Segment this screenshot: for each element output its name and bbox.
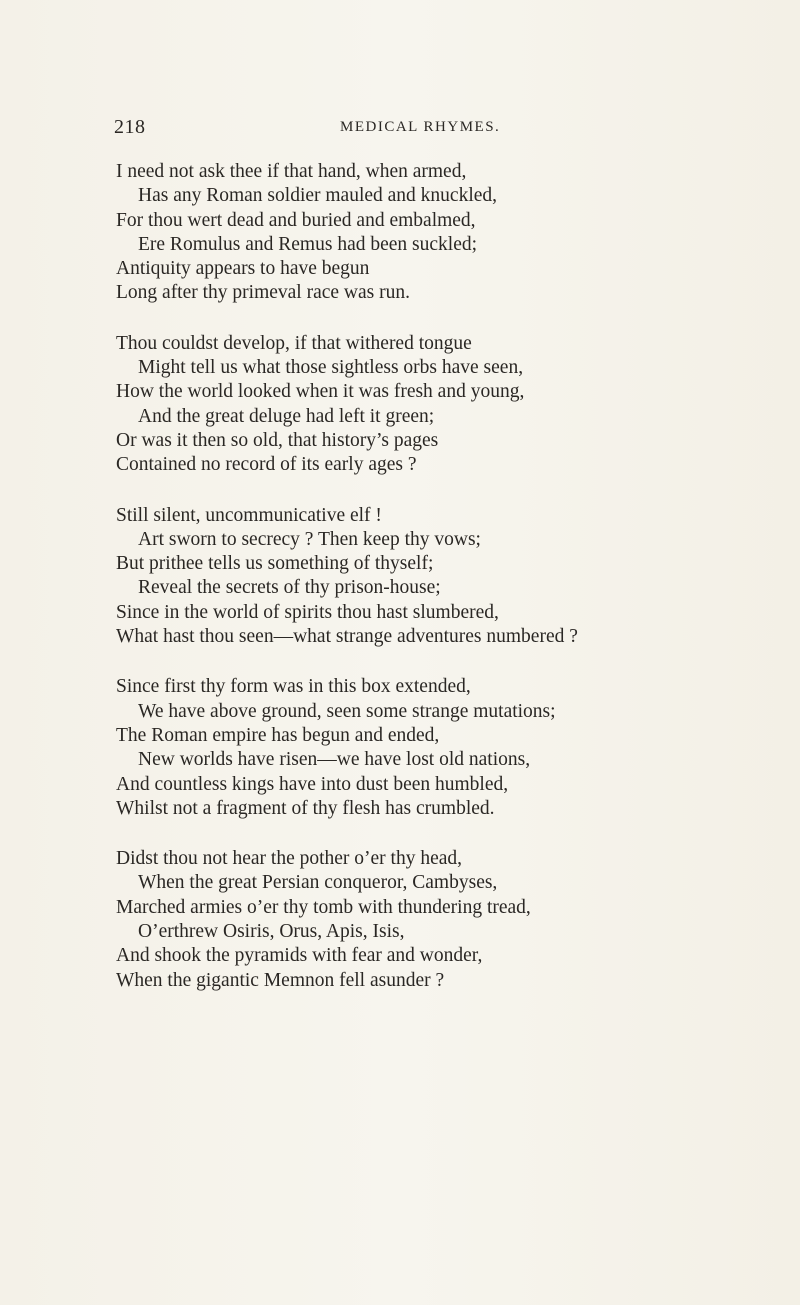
poem	[116, 160, 796, 1019]
poem-line: Might tell us what those sightless orbs have seen,	[138, 357, 524, 379]
poem-line: Has any Roman soldier mauled and knuckled,	[138, 185, 498, 207]
poem-line: Still silent, uncommunicative elf !	[116, 504, 382, 526]
poem-line: Whilst not a fragment of thy flesh has crumbled.	[116, 797, 495, 819]
page-number: 218	[114, 116, 146, 138]
poem-line: Or was it then so old, that history’s pages	[116, 429, 439, 451]
poem-line: Since in the world of spirits thou hast slumbered,	[116, 601, 499, 623]
poem-line: I need not ask thee if that hand, when armed,	[116, 161, 467, 182]
poem-line: O’erthrew Osiris, Orus, Apis, Isis,	[138, 921, 405, 943]
poem-line: New worlds have risen—we have lost old nations,	[138, 749, 531, 771]
poem-line: Antiquity appears to have begun	[116, 258, 370, 280]
poem-line: How the world looked when it was fresh and young,	[116, 381, 525, 403]
running-title: MEDICAL RHYMES.	[340, 119, 501, 135]
poem-line: Didst thou not hear the pother o’er thy head,	[116, 848, 463, 870]
poem-line: The Roman empire has begun and ended,	[116, 724, 440, 746]
poem-line: Since first thy form was in this box extended,	[116, 676, 471, 698]
poem-line: Thou couldst develop, if that withered tongue	[116, 332, 472, 354]
stanza-4	[116, 675, 796, 821]
poem-line: But prithee tells us something of thyself;	[116, 553, 434, 575]
poem-line: Long after thy primeval race was run.	[116, 282, 411, 304]
poem-line: Marched armies o’er thy tomb with thundering tread,	[116, 896, 531, 918]
page-header	[0, 116, 800, 142]
poem-line: What hast thou seen—what strange adventures numbered ?	[116, 626, 578, 648]
poem-line: Ere Romulus and Remus had been suckled;	[138, 233, 478, 255]
poem-line: Reveal the secrets of thy prison-house;	[138, 577, 441, 599]
stanza-2	[116, 332, 796, 478]
stanza-3	[116, 504, 796, 650]
stanza-1	[116, 160, 796, 306]
poem-line: Art sworn to secrecy ? Then keep thy vows;	[138, 528, 481, 550]
poem-line: When the gigantic Memnon fell asunder ?	[116, 969, 445, 991]
poem-line: When the great Persian conqueror, Cambyses,	[138, 872, 498, 894]
poem-line: We have above ground, seen some strange mutations;	[138, 700, 556, 722]
poem-line: And the great deluge had left it green;	[138, 405, 435, 427]
poem-line: And shook the pyramids with fear and wonder,	[116, 945, 483, 967]
stanza-5	[116, 847, 796, 993]
poem-line: Contained no record of its early ages ?	[116, 454, 417, 476]
poem-line: For thou wert dead and buried and embalmed,	[116, 209, 476, 231]
poem-line: And countless kings have into dust been humbled,	[116, 773, 509, 795]
